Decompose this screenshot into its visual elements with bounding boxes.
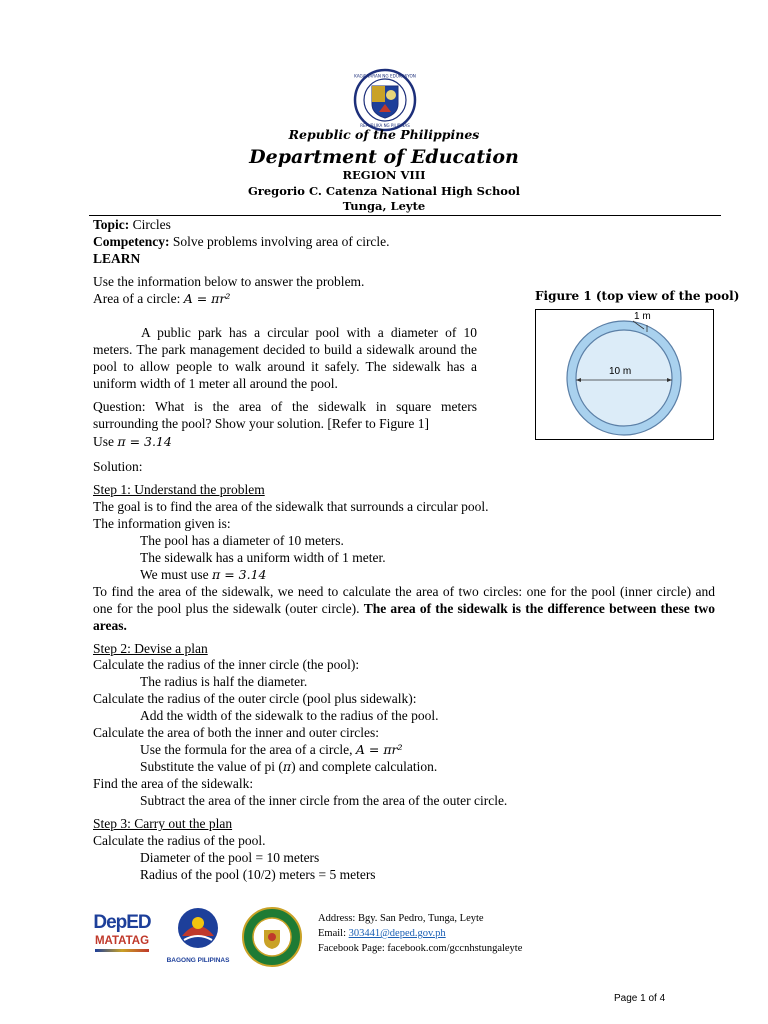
step2-line-1: Calculate the radius of the inner circle (the pool): — [93, 657, 360, 672]
contact-block — [318, 911, 522, 956]
step1-explanation — [93, 583, 715, 634]
step2-line-4: Find the area of the sidewalk: — [93, 776, 254, 791]
formula-line — [93, 290, 230, 307]
step1-explain-text: To find the area of the sidewalk, we need to calculate the area of two circles: one for the pool (inner circle) and one for the pool plus the sidewalk (outer circle). — [93, 584, 715, 616]
width-label: 1 m — [634, 311, 651, 322]
bagong-pilipinas-emblem — [176, 906, 220, 950]
step2-line-3a-math: A = πr² — [355, 742, 403, 757]
formula-label: Area of a circle: — [93, 291, 184, 306]
school-heading: Gregorio C. Catenza National High School — [247, 184, 521, 198]
step1-item-2: The sidewalk has a uniform width of 1 meter. — [140, 550, 386, 565]
svg-text:REPUBLIKA NG PILIPINAS: REPUBLIKA NG PILIPINAS — [360, 123, 410, 128]
use-pi-label: Use — [93, 434, 118, 449]
matatag-stripe — [95, 949, 149, 952]
bagong-pilipinas-logo — [166, 906, 230, 964]
step2-line-3: Calculate the area of both the inner and outer circles: — [93, 725, 379, 740]
step2-line-3a-text: Use the formula for the area of a circle, — [140, 742, 356, 757]
step3-line-1: Calculate the radius of the pool. — [93, 833, 266, 848]
formula-math: A = πr² — [183, 291, 231, 306]
competency-value: Solve problems involving area of circle. — [172, 234, 390, 249]
region-heading: REGION VIII — [342, 168, 426, 182]
step2-line-2: Calculate the radius of the outer circle (pool plus sidewalk): — [93, 691, 417, 706]
pool-figure — [535, 309, 714, 440]
figure-caption: Figure 1 (top view of the pool) — [535, 289, 740, 303]
diameter-label: 10 m — [609, 366, 632, 377]
bagong-pilipinas-text: BAGONG PILIPINAS — [166, 957, 230, 964]
intro-text: Use the information below to answer the problem. — [93, 274, 365, 289]
step3-title: Step 3: Carry out the plan — [93, 816, 233, 831]
step2-line-3b-math: π — [282, 759, 292, 774]
problem-paragraph — [93, 324, 477, 392]
header-rule — [89, 215, 721, 216]
step1-title: Step 1: Understand the problem — [93, 482, 265, 497]
topic-label: Topic: — [93, 217, 130, 232]
question-text: Question: What is the area of the sidewalk in square meters surrounding the pool? Show your solution. [Refer to Figure 1] — [93, 399, 477, 431]
deped-seal — [353, 68, 417, 132]
step2-line-4a: Subtract the area of the inner circle from the area of the outer circle. — [140, 793, 508, 808]
step1-given: The information given is: — [93, 516, 231, 531]
matatag-logo-text: MATATAG — [94, 935, 150, 947]
step1-goal: The goal is to find the area of the sidewalk that surrounds a circular pool. — [93, 499, 489, 514]
problem-text: A public park has a circular pool with a diameter of 10 meters. The park management decided to build a sidewalk around the pool to allow people to walk around it safely. The sidewalk has a uniform width of 1 meter all around the pool. — [93, 325, 477, 391]
location-heading: Tunga, Leyte — [342, 199, 426, 213]
email-line — [318, 926, 522, 941]
step3-line-1b: Radius of the pool (10/2) meters = 5 meters — [140, 867, 376, 882]
step2-line-3b-pre: Substitute the value of pi ( — [140, 759, 283, 774]
use-pi-line — [93, 433, 172, 450]
step1-pi-label: We must use — [140, 567, 213, 582]
step2-line-3a — [140, 741, 403, 758]
step3-line-1a: Diameter of the pool = 10 meters — [140, 850, 320, 865]
topic-value: Circles — [132, 217, 171, 232]
email-label: Email: — [318, 928, 349, 939]
step1-item-1: The pool has a diameter of 10 meters. — [140, 533, 344, 548]
step2-line-3b — [140, 758, 437, 775]
republic-heading: Republic of the Philippines — [288, 127, 480, 142]
email-link[interactable]: 303441@deped.gov.ph — [348, 928, 446, 939]
facebook-line: Facebook Page: facebook.com/gccnhstungaleyte — [318, 943, 523, 954]
step1-pi-line — [140, 566, 267, 583]
solution-label: Solution: — [93, 459, 143, 474]
step2-line-1a: The radius is half the diameter. — [140, 674, 308, 689]
question-paragraph — [93, 398, 477, 432]
deped-logo-text: DepED — [93, 912, 151, 933]
address-line: Address: Bgy. San Pedro, Tunga, Leyte — [318, 913, 484, 924]
school-seal — [241, 906, 303, 968]
step2-title: Step 2: Devise a plan — [93, 641, 208, 656]
topic-line — [93, 216, 171, 233]
competency-line — [93, 233, 390, 250]
step1-pi-math: π = 3.14 — [212, 567, 267, 582]
competency-label: Competency: — [93, 234, 170, 249]
page-number: Page 1 of 4 — [614, 993, 666, 1004]
learn-heading: LEARN — [93, 251, 141, 266]
step2-line-3b-post: ) and complete calculation. — [291, 759, 438, 774]
step2-line-2a: Add the width of the sidewalk to the radius of the pool. — [140, 708, 439, 723]
svg-text:KAGAWARAN NG EDUKASYON: KAGAWARAN NG EDUKASYON — [354, 73, 416, 79]
deped-matatag-logo — [89, 912, 155, 964]
step1-explain-bold: The area of the sidewalk is the difference between these two areas. — [93, 601, 715, 633]
department-heading: Department of Education — [249, 146, 519, 168]
use-pi-math: π = 3.14 — [117, 434, 172, 449]
